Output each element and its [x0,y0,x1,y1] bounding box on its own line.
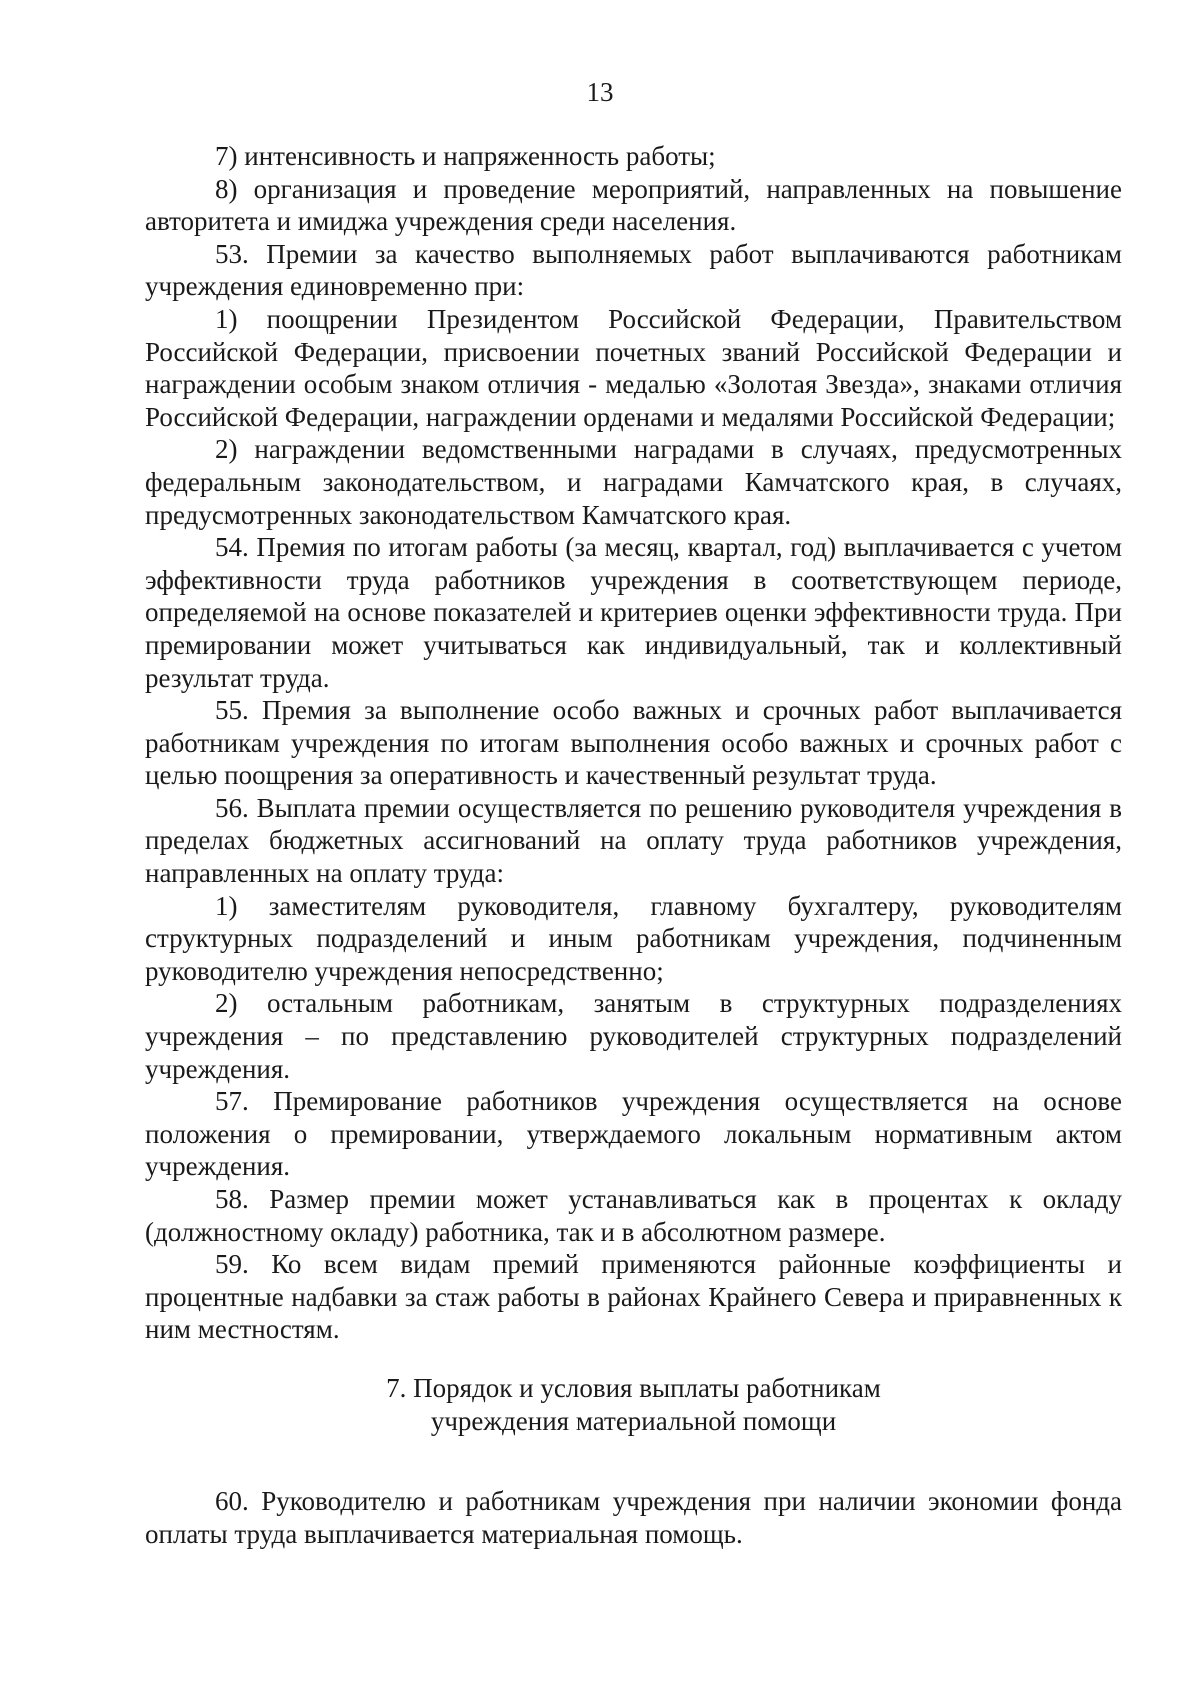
paragraph-57: 57. Премирование работников учреждения осуществляется на основе положения о премировании, утверждаемого локальным нормативным актом учреждения. [145,1086,1122,1182]
paragraph-53-item-1: 1) поощрении Президентом Российской Федерации, Правительством Российской Федерации, присвоении почетных званий Российской Федерации и награждении особым знаком отличия - медалью «Золотая Звезда», знаками отличия Российской Федерации, награждении орденами и медалями Российской Федерации; [145,303,1122,432]
section-heading [145,1372,1122,1437]
paragraph-53-item-2: 2) награждении ведомственными наградами в случаях, предусмотренных федеральным законодательством, и наградами Камчатского края, в случаях, предусмотренных законодательством Камчатского края. [145,434,1122,530]
section-heading-line-1: 7. Порядок и условия выплаты работникам [386,1372,881,1403]
paragraph-60: 60. Руководителю и работникам учреждения при наличии экономии фонда оплаты труда выплачивается материальная помощь. [145,1486,1122,1549]
paragraph-54: 54. Премия по итогам работы (за месяц, квартал, год) выплачивается с учетом эффективности труда работников учреждения в соответствующем периоде, определяемой на основе показателей и критериев оценки эффективности труда. При премировании может учитываться как индивидуальный, так и коллективный результат труда. [145,532,1122,693]
paragraph-55: 55. Премия за выполнение особо важных и срочных работ выплачивается работникам учреждения по итогам выполнения особо важных и срочных работ с целью поощрения за оперативность и качественный результат труда. [145,695,1122,791]
paragraph-58: 58. Размер премии может устанавливаться как в процентах к окладу (должностному окладу) работника, так и в абсолютном размере. [145,1184,1122,1247]
paragraph-56-item-1: 1) заместителям руководителя, главному бухгалтеру, руководителям структурных подразделений и иным работникам учреждения, подчиненным руководителю учреждения непосредственно; [145,890,1122,986]
section-heading-line-2: учреждения материальной помощи [430,1405,837,1436]
paragraph-56-item-2: 2) остальным работникам, занятым в структурных подразделениях учреждения – по представлению руководителей структурных подразделений учреждения. [145,988,1122,1084]
paragraph-56: 56. Выплата премии осуществляется по решению руководителя учреждения в пределах бюджетных ассигнований на оплату труда работников учреждения, направленных на оплату труда: [145,792,1122,889]
paragraph-53: 53. Премии за качество выполняемых работ выплачиваются работникам учреждения единовременно при: [145,238,1122,302]
paragraph-59: 59. Ко всем видам премий применяются районные коэффициенты и процентные надбавки за стаж работы в районах Крайнего Севера и приравненных к ним местностям. [145,1249,1122,1345]
document-body [145,140,1122,1550]
paragraph-item-7: 7) интенсивность и напряженность работы; [215,141,716,171]
paragraph-item-8: 8) организация и проведение мероприятий, направленных на повышение авторитета и имиджа учреждения среди населения. [145,173,1122,237]
page-number: 13 [586,77,614,107]
